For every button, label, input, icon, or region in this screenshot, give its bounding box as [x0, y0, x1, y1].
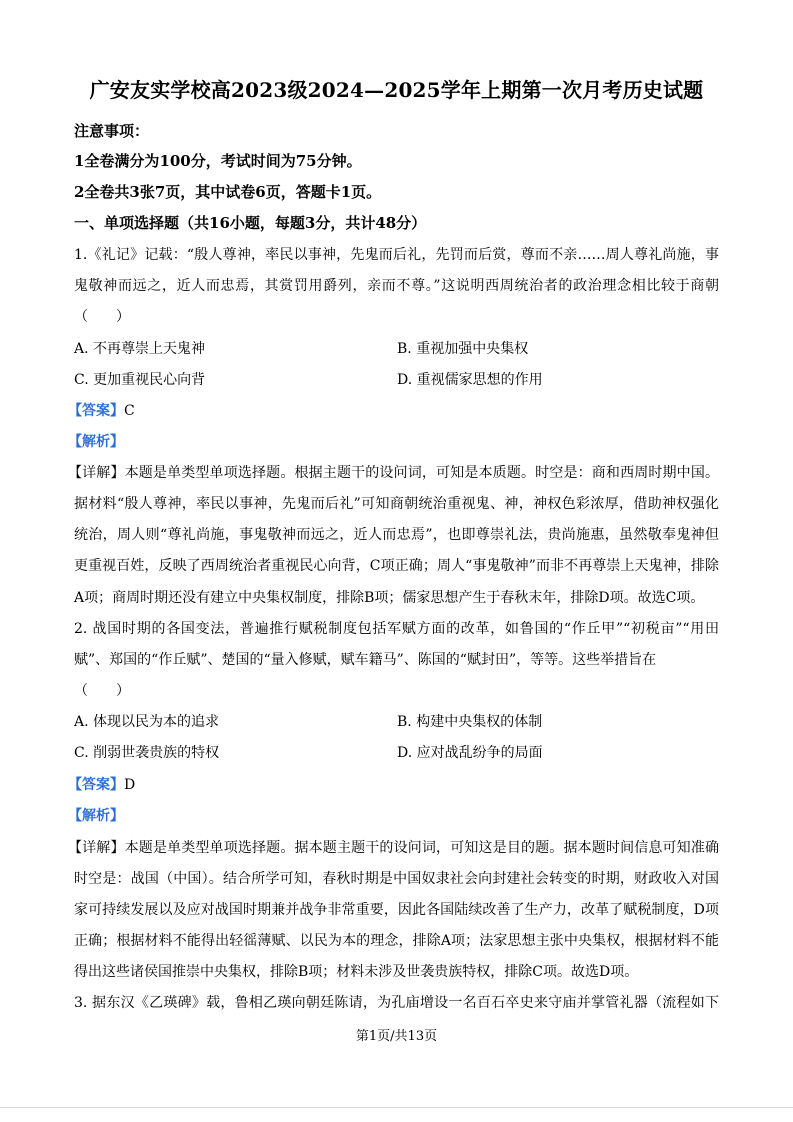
question-1-analysis-tag: 【解析】 — [68, 434, 124, 450]
question-3-line-1: 3. 据东汉《乙瑛碑》载，鲁相乙瑛向朝廷陈请，为孔庙增设一名百石卒史来守庙并掌管礼器（流程如下 — [74, 995, 719, 1011]
question-1-detail-line: 【详解】本题是单类型单项选择题。根据主题干的设问词，可知是本质题。时空是：商和西周时期中国。 — [68, 465, 719, 481]
question-1-detail-line: 据材料“殷人尊神，率民以事神，先鬼而后礼”可知商朝统治重视鬼、神，神权色彩浓厚，借助神权强化 — [74, 496, 719, 512]
answer-value: D — [124, 777, 136, 793]
question-2-option-a: A. 体现以民为本的追求 — [74, 714, 220, 730]
question-1-detail-line: A项；商周时期还没有建立中央集权制度，排除B项；儒家思想产生于春秋末年，排除D项。故选C项。 — [74, 590, 705, 606]
notice-heading: 注意事项： — [74, 122, 150, 140]
answer-tag: 【答案】 — [68, 777, 124, 793]
question-2-option-b: B. 构建中央集权的体制 — [397, 714, 543, 730]
section-heading: 一、单项选择题（共16小题，每题3分，共计48分） — [74, 214, 427, 232]
question-2-option-d: D. 应对战乱纷争的局面 — [397, 745, 543, 761]
question-2-analysis-tag: 【解析】 — [68, 808, 124, 824]
answer-tag: 【答案】 — [68, 403, 124, 419]
notice-item-1: 1全卷满分为100分，考试时间为75分钟。 — [74, 152, 362, 170]
question-2-line-1: 2. 战国时期的各国变法，普遍推行赋税制度包括军赋方面的改革，如鲁国的“作丘甲”“初税亩”“用田 — [74, 621, 719, 637]
question-1-blank: （ ） — [74, 309, 130, 325]
question-1-option-d: D. 重视儒家思想的作用 — [397, 372, 543, 388]
question-1-line-1: 1.《礼记》记载：“殷人尊神，率民以事神，先鬼而后礼，先罚而后赏，尊而不亲……周人尊礼尚施，事 — [74, 247, 719, 263]
question-2-detail-line: 得出这些诸侯国推崇中央集权，排除B项；材料未涉及世袭贵族特权，排除C项。故选D项。 — [74, 964, 639, 980]
exam-title: 广安友实学校高2023级2024—2025学年上期第一次月考历史试题 — [89, 78, 704, 102]
question-1-line-2: 鬼敬神而远之，近人而忠焉，其赏罚用爵列，亲而不尊。”这说明西周统治者的政治理念相比较于商朝 — [74, 278, 719, 294]
question-2-detail-line: 时空是：战国（中国）。结合所学可知，春秋时期是中国奴隶社会向封建社会转变的时期，财政收入对国 — [74, 871, 719, 887]
question-1-option-a: A. 不再尊崇上天鬼神 — [74, 341, 206, 357]
question-1-option-b: B. 重视加强中央集权 — [397, 341, 529, 357]
question-2-answer — [68, 776, 135, 794]
question-2-line-2: 赋”、郑国的“作丘赋”、楚国的“量入修赋，赋车籍马”、陈国的“赋封田”，等等。这些举措旨在 — [74, 652, 657, 668]
question-2-option-c: C. 削弱世袭贵族的特权 — [74, 745, 220, 761]
question-2-detail-line: 家可持续发展以及应对战国时期兼并战争非常重要，因此各国陆续改善了生产力，改革了赋税制度，D项 — [74, 902, 719, 918]
page-bottom-divider — [0, 1107, 793, 1108]
question-2-detail-line: 正确；根据材料不能得出轻徭薄赋、以民为本的理念，排除A项；法家思想主张中央集权，根据材料不能 — [74, 933, 719, 949]
notice-item-2: 2全卷共3张7页，其中试卷6页，答题卡1页。 — [74, 183, 382, 201]
question-2-blank: （ ） — [74, 683, 130, 699]
question-1-detail-line: 统治，周人则“尊礼尚施，事鬼敬神而远之，近人而忠焉”，也即尊崇礼法，贵尚施惠，虽然敬奉鬼神但 — [74, 527, 719, 543]
question-1-answer — [68, 402, 135, 420]
question-1-detail-line: 更重视百姓，反映了西周统治者重视民心向背，C项正确；周人“事鬼敬神”而非不再尊崇上天鬼神，排除 — [74, 558, 719, 574]
question-1-option-c: C. 更加重视民心向背 — [74, 372, 206, 388]
answer-value: C — [124, 403, 135, 419]
page-footer: 第1页/共13页 — [355, 1029, 438, 1044]
question-2-detail-line: 【详解】本题是单类型单项选择题。据本题主题干的设问词，可知这是目的题。据本题时间信息可知准确 — [68, 840, 719, 856]
